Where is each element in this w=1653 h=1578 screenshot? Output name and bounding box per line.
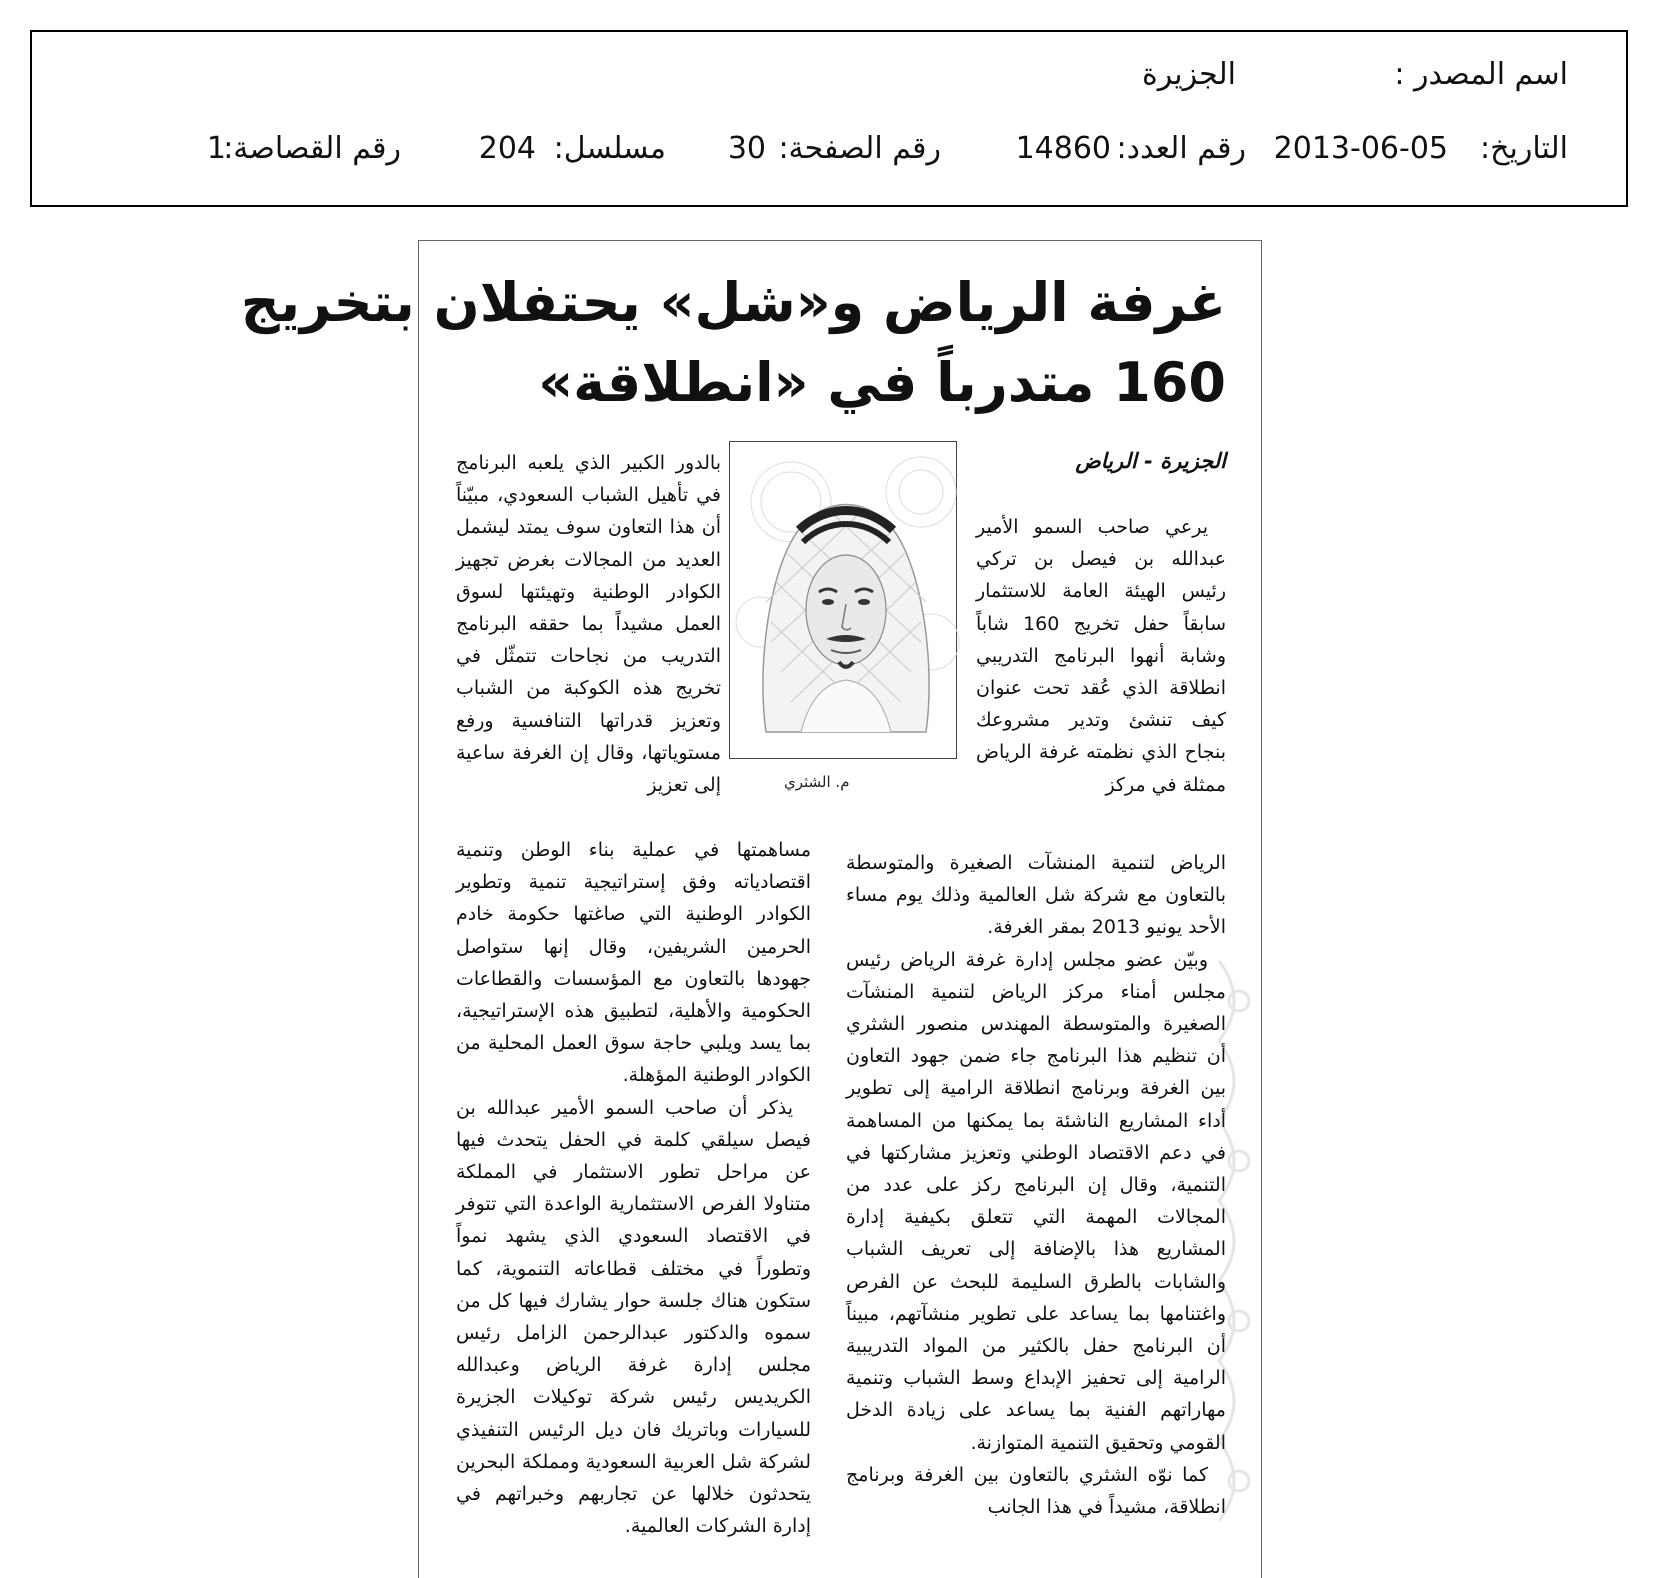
- column-right-top: [976, 511, 1226, 801]
- paragraph: يرعي صاحب السمو الأمير عبدالله بن فيصل بن تركي رئيس الهيئة العامة للاستثمار سابقاً حفل تخريج 160 شاباً وشابة أنهوا البرنامج التدريبي انطلاقة الذي عُقد تحت عنوان كيف تنشئ وتدير مشروعك بنجاح الذي نظمته غرفة الرياض ممثلة في مركز: [976, 516, 1226, 796]
- column-left-bottom: [456, 834, 811, 1542]
- paragraph: يذكر أن صاحب السمو الأمير عبدالله بن فيصل سيلقي كلمة في الحفل يتحدث فيها عن مراحل تطور الاستثمار في المملكة متناولا الفرص الاستثمارية الواعدة التي تتوفر في الاقتصاد السعودي الذي يشهد نمواً وتطوراً في مختلف قطاعاته التنموية، كما ستكون هناك جلسة حوار يشارك فيها كل من سموه والدكتور عبدالرحمن الزامل رئيس مجلس إدارة غرفة الرياض وعبدالله الكريديس رئيس شركة توكيلات الجزيرة للسيارات وباتريك فان ديل الرئيس التنفيذي لشركة شل العربية السعودية ومملكة البحرين يتحدثون خلالها عن تجاربهم وخبراتهم في إدارة الشركات العالمية.: [456, 1096, 811, 1538]
- serial-value: 204: [478, 131, 536, 166]
- source-label: اسم المصدر :: [1394, 57, 1568, 92]
- photo-caption: م. الشثري: [784, 773, 850, 791]
- serial-label: مسلسل:: [553, 131, 666, 166]
- issue-value: 14860: [1015, 131, 1111, 166]
- ornament-watermark: [1209, 941, 1259, 1561]
- issue-label: رقم العدد:: [1116, 131, 1246, 166]
- headline-line-1: غرفة الرياض و«شل» يحتفلان بتخريج: [240, 271, 1226, 334]
- clip-label: رقم القصاصة:: [223, 131, 401, 166]
- portrait-photo: [729, 441, 957, 759]
- date-label: التاريخ:: [1480, 131, 1568, 166]
- column-left-top: [456, 447, 721, 801]
- paragraph: بالدور الكبير الذي يلعبه البرنامج في تأهيل الشباب السعودي، مبيّناً أن هذا التعاون سوف يمتد ليشمل العديد من المجالات بغرض تجهيز الكوادر الوطنية وتهيئتها لسوق العمل مشيداً بما حققه البرنامج التدريب من نجاحات تتمثّل في تخريج هذه الكوكبة من الشباب وتعزيز قدراتها التنافسية ورفع مستوياتها، وقال إن الغرفة ساعية إلى تعزيز: [456, 452, 721, 797]
- paragraph: وبيّن عضو مجلس إدارة غرفة الرياض رئيس مجلس أمناء مركز الرياض لتنمية المنشآت الصغيرة والمتوسطة المهندس منصور الشثري أن تنظيم هذا البرنامج جاء ضمن جهود التعاون بين الغرفة وبرنامج انطلاقة الرامية إلى تطوير أداء المشاريع الناشئة بما يمكنها من المساهمة في دعم الاقتصاد الوطني وتعزيز مشاركتها في التنمية، وقال إن البرنامج ركز على عدد من المجالات المهمة التي تتعلق بكيفية إدارة المشاريع هذا بالإضافة إلى تعريف الشباب والشابات بالطرق السليمة للبحث عن الفرص واغتنامها بما يساعد على تطوير منشآتهم، مبيناً أن البرنامج حفل بالكثير من المواد التدريبية الرامية إلى تحفيز الإبداع وسط الشباب وتنمية مهاراتهم الفنية بما يساعد على زيادة الدخل القومي وتحقيق التنمية المتوازنة.: [846, 948, 1226, 1454]
- dateline: الجزيرة - الرياض: [1075, 449, 1226, 473]
- source-header-box: [30, 30, 1628, 207]
- page-value: 30: [727, 131, 766, 166]
- paragraph: مساهمتها في عملية بناء الوطن وتنمية اقتصادياته وفق إستراتيجية تنمية وتطوير الكوادر الوطنية التي صاغتها حكومة خادم الحرمين الشريفين، وقال إنها ستواصل جهودها بالتعاون مع المؤسسات والقطاعات الحكومية والأهلية، لتطبيق هذه الإستراتيجية، بما يسد ويلبي حاجة سوق العمل المحلية من الكوادر الوطنية المؤهلة.: [456, 839, 811, 1087]
- article-headline: [240, 263, 1226, 423]
- paragraph: الرياض لتنمية المنشآت الصغيرة والمتوسطة بالتعاون مع شركة شل العالمية وذلك يوم مساء الأحد يونيو 2013 بمقر الغرفة.: [846, 852, 1226, 939]
- headline-line-2: 160 متدرباً في «انطلاقة»: [538, 351, 1226, 414]
- portrait-illustration: [731, 442, 956, 757]
- source-value: الجزيرة: [1141, 57, 1236, 92]
- page-label: رقم الصفحة:: [778, 131, 941, 166]
- date-value: 2013-06-05: [1273, 131, 1448, 166]
- paragraph: كما نوّه الشثري بالتعاون بين الغرفة وبرنامج انطلاقة، مشيداً في هذا الجانب: [846, 1463, 1226, 1519]
- clip-value: 1: [206, 131, 226, 166]
- newspaper-clipping: [240, 240, 1262, 1578]
- column-right-bottom: [846, 847, 1226, 1523]
